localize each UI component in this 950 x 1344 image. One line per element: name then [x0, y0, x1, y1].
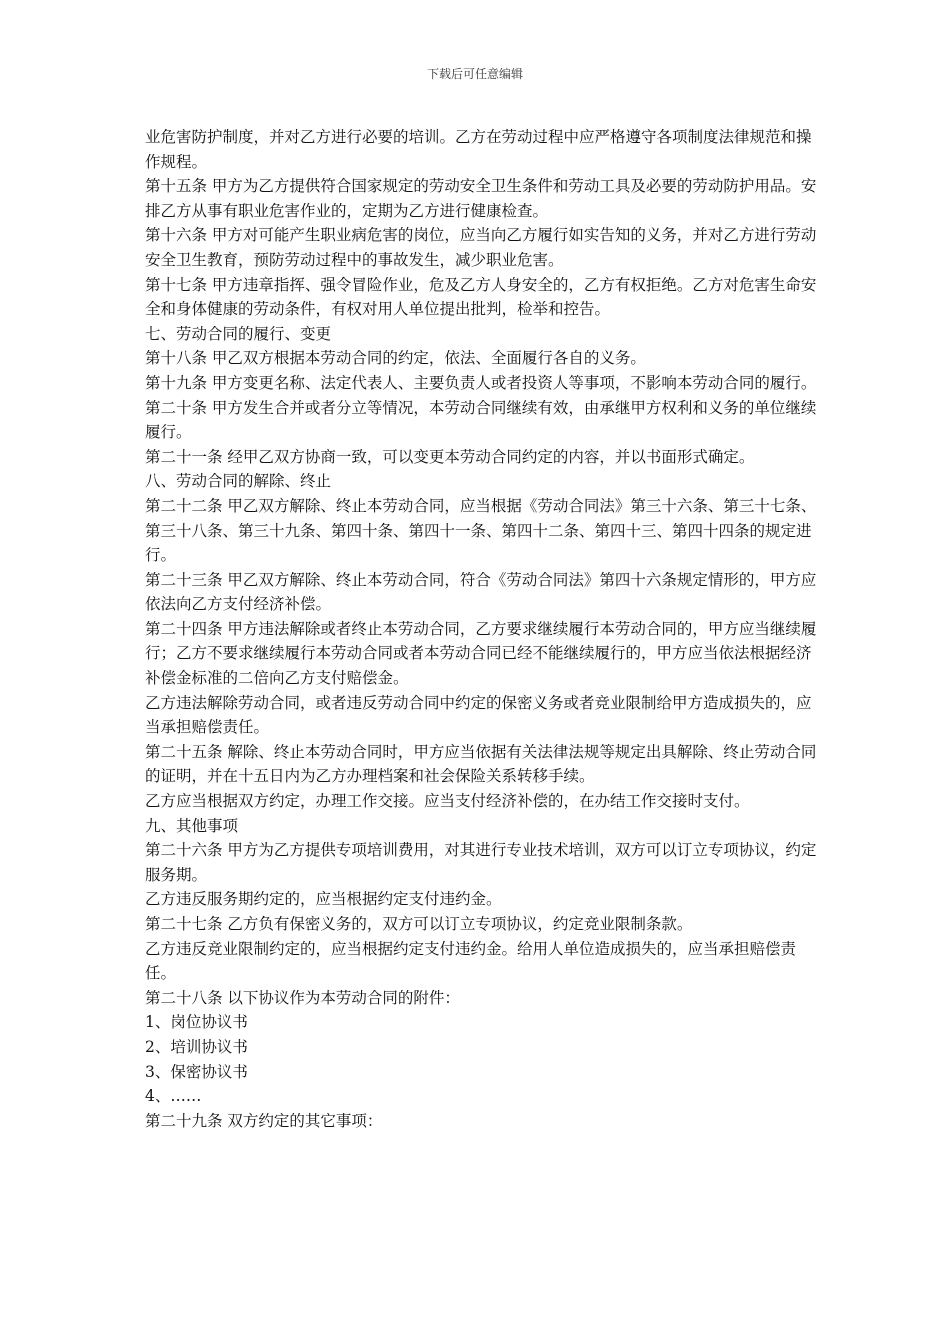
clause-26: 第二十六条 甲方为乙方提供专项培训费用，对其进行专业技术培训，双方可以订立专项协议，约定服务期。 [145, 841, 817, 884]
paragraph: 乙方违反服务期约定的，应当根据约定支付违约金。 [145, 890, 502, 909]
clause-21: 第二十一条 经甲乙双方协商一致，可以变更本劳动合同约定的内容，并以书面形式确定。 [145, 447, 755, 466]
paragraph: 乙方违反竞业限制约定的，应当根据约定支付违约金。给用人单位造成损失的，应当承担赔偿责任。 [145, 939, 797, 983]
paragraph: 业危害防护制度，并对乙方进行必要的培训。乙方在劳动过程中应严格遵守各项制度法律规范和操作规程。 [145, 128, 812, 171]
clause-20: 第二十条 甲方发生合并或者分立等情况，本劳动合同继续有效，由承继甲方权利和义务的单位继续履行。 [145, 398, 817, 442]
paragraph: 乙方违法解除劳动合同，或者违反劳动合同中约定的保密义务或者竞业限制给甲方造成损失的，应当承担赔偿责任。 [145, 693, 812, 737]
paragraph: 乙方应当根据双方约定，办理工作交接。应当支付经济补偿的，在办结工作交接时支付。 [145, 792, 750, 811]
section-heading-9: 九、其他事项 [145, 816, 239, 835]
clause-25: 第二十五条 解除、终止本劳动合同时，甲方应当依据有关法律法规等规定出具解除、终止劳动合同的证明，并在十五日内为乙方办理档案和社会保险关系转移手续。 [145, 742, 817, 786]
clause-28: 第二十八条 以下协议作为本劳动合同的附件： [145, 988, 460, 1007]
clause-16: 第十六条 甲方对可能产生职业病危害的岗位，应当向乙方履行如实告知的义务，并对乙方进行劳动安全卫生教育，预防劳动过程中的事故发生，减少职业危害。 [145, 226, 817, 269]
list-item: 2、培训协议书 [145, 1037, 248, 1056]
clause-19: 第十九条 甲方变更名称、法定代表人、主要负责人或者投资人等事项，不影响本劳动合同的履行。 [145, 373, 817, 392]
clause-23: 第二十三条 甲乙双方解除、终止本劳动合同，符合《劳动合同法》第四十六条规定情形的，甲方应依法向乙方支付经济补偿。 [145, 570, 817, 614]
clause-27: 第二十七条 乙方负有保密义务的，双方可以订立专项协议，约定竞业限制条款。 [145, 915, 693, 933]
list-item: 1、岗位协议书 [145, 1013, 248, 1032]
clause-29: 第二十九条 双方约定的其它事项： [145, 1111, 383, 1130]
clause-15: 第十五条 甲方为乙方提供符合国家规定的劳动安全卫生条件和劳动工具及必要的劳动防护用品。安排乙方从事有职业危害作业的，定期为乙方进行健康检查。 [145, 177, 817, 220]
clause-24: 第二十四条 甲方违法解除或者终止本劳动合同，乙方要求继续履行本劳动合同的，甲方应当继续履行；乙方不要求继续履行本劳动合同或者本劳动合同已经不能继续履行的，甲方应当依法根据经济补偿金标准的二倍向乙方支付赔偿金。 [145, 619, 817, 688]
clause-18: 第十八条 甲乙双方根据本劳动合同的约定，依法、全面履行各自的义务。 [145, 349, 646, 368]
page-header: 下载后可任意编辑 [426, 67, 523, 81]
section-heading-8: 八、劳动合同的解除、终止 [145, 472, 332, 491]
list-item: 3、保密协议书 [145, 1062, 248, 1081]
document-body [145, 125, 817, 1133]
section-heading-7: 七、劳动合同的履行、变更 [145, 324, 332, 343]
clause-22: 第二十二条 甲乙双方解除、终止本劳动合同，应当根据《劳动合同法》第三十六条、第三十七条、第三十八条、第三十九条、第四十条、第四十一条、第四十二条、第四十三、第四十四条的规定进行。 [145, 496, 817, 565]
clause-17: 第十七条 甲方违章指挥、强令冒险作业，危及乙方人身安全的，乙方有权拒绝。乙方对危害生命安全和身体健康的劳动条件，有权对用人单位提出批判，检举和控告。 [145, 275, 817, 319]
list-item: 4、…… [145, 1087, 202, 1106]
